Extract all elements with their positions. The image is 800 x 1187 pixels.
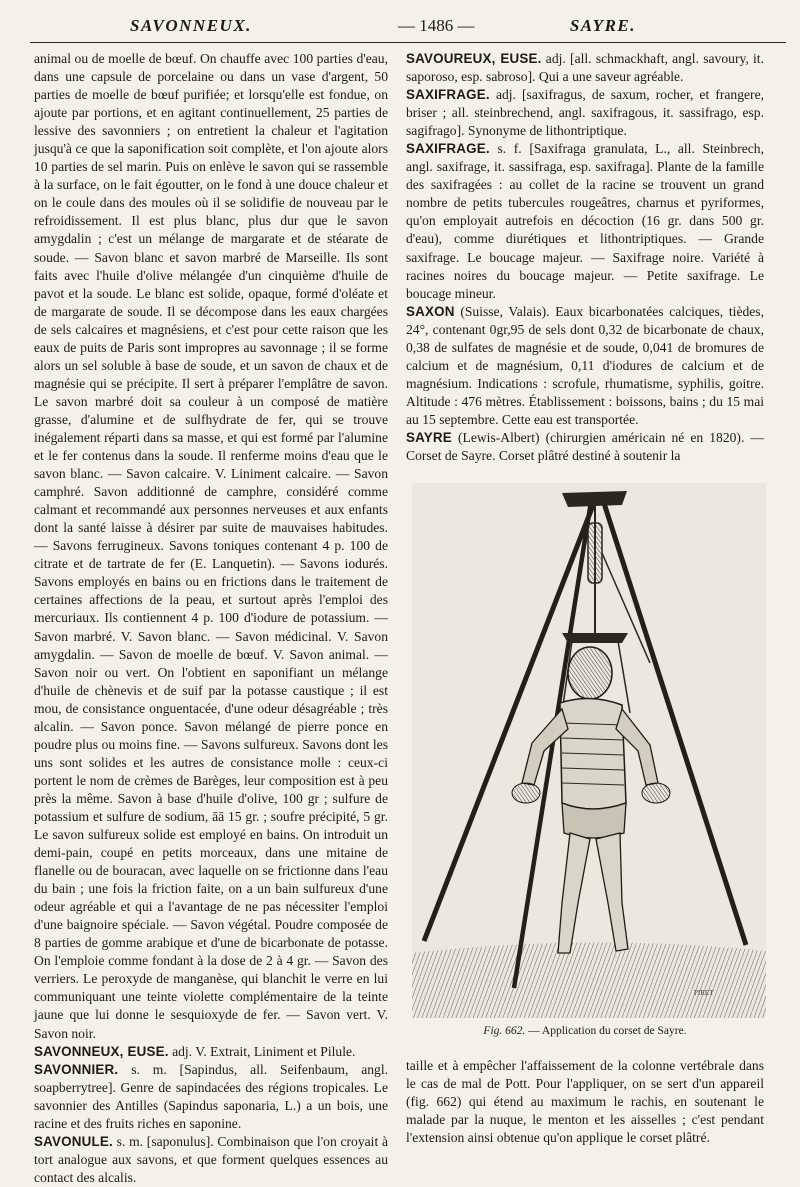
savon-animal-continuation: animal ou de moelle de bœuf. On chauffe avec 100 parties d'eau, dans une capsule de porcelaine ou dans un vase d'argent, 50 parties de moelle de bœuf purifiée; et lorsqu'elle est fondue, on ajoute par portions, et en agitant continuellement, 25 parties de lessive des savonniers ; on entretient la chaleur et l'agitation jusqu'à ce que la saponification soit complète, et l'on ajoute alors 10 parties de sel marin. Puis on enlève le savon qui se rassemble à la surface, on le fait égoutter, on le fond à une douce chaleur et on le coule dans des moules où il se solidifie de nouveau par le refroidissement. Il est plus blanc, plus dur que le savon amygdalin ; c'est un mélange de margarate et de stéarate de soude. — Savon blanc et savon marbré de Marseille. Ils sont faits avec l'huile d'olive mélangée d'un cinquième d'huile de pavot et la soude. Le blanc est solide, opaque, formé d'oléate et de margarate de soude. Il se décompose dans les eaux chargées de sels calcaires et magnésiens, et c'est pour cette raison que les eaux de puits de Paris sont impropres au savonnage ; il se forme alors un sel soluble à base de soude, et un savon de chaux et de magnésie qui se précipite. Il sert à préparer l'emplâtre de savon. Le savon marbré doit sa couleur à un composé de matière grasse, d'alumine et de sulfhydrate de fer, qui se trouve inégalement réparti dans sa masse, et qui est formé par l'alumine et le fer contenus dans la soude. Il renferme moins d'eau que le savon blanc. — Savon calcaire. V. Liniment calcaire. — Savon camphré. Savon additionné de camphre, considéré comme calmant et recommandé aux personnes nerveuses et aux enfants dont la santé laisse à désirer par suite de mauvaises habitudes. — Savons ferrugineux. Savons toniques contenant 4 p. 100 de citrate et de tartrate de fer (E. Lanquetin). — Savons iodurés. Savons employés en bains ou en frictions dans le traitement de certaines affections de la peau, et surtout après l'emploi des mercuriaux. Ils contiennent 4 p. 100 d'iodure de potassium. — Savon marbré. V. Savon blanc. — Savon médicinal. V. Savon amygdalin. — Savon de moelle de bœuf. V. Savon animal. — Savon noir ou vert. On l'obtient en saponifiant un mélange d'huile de chènevis et de suif par la potasse caustique ; il est mou, de consistance onguentacée, d'une odeur désagréable ; très alcalin. — Savon ponce. Savon mélangé de pierre ponce en poudre plus ou moins fine. — Savons sulfureux. Savons dont les uns sont solides et les autres de consistance molle : ceux-ci portent le nom de crèmes de Barèges, leur composition est à peu près la même. Savon à base d'huile d'olive, 100 gr ; sulfure de potassium et sulfure de sodium, āā 15 gr. ; soufre précipité, 5 gr. Le savon sulfureux solide est employé en bains. On introduit un demi-pain, coupé en petits morceaux, dans une mitaine de flanelle ou de bouracan, avec laquelle on se frictionne dans l'eau du bain ; une fois la friction faite, on a un bain sulfureux d'une odeur agréable et qui a l'avantage de ne pas nécessiter l'emploi d'une baignoire spéciale. — Savon végétal. Poudre composée de 8 parties de gomme arabique et d'une de bicarbonate de potasse. On l'emploie comme fondant à la dose de 2 à 4 gr. — Savon des verriers. Le peroxyde de manganèse, qui blanchit le verre en lui communiquant une teinte violette complémentaire de la teinte jaune que lui donne le sesquioxyde de fer. — Savon vert. V. Savon noir. <box>34 51 388 1041</box>
header-left-word: SAVONNEUX. <box>130 16 252 35</box>
figure-caption <box>406 1025 764 1037</box>
entry-savoureux <box>406 50 764 86</box>
definition-savoureux: adj. [all. schmackhaft, angl. savoury, it. saporoso, esp. sabroso]. Qui a une saveur agréable. <box>406 51 764 85</box>
figure-caption-text: — Application du corset de Sayre. <box>528 1025 687 1037</box>
definition-savonnier: s. m. [Sapindus, all. Seifenbaum, angl. soapberrytree]. Genre de sapindacées des régions tropicales. Le savonnier des Antilles (Sapindus saponaria, L.) a un bois, une racine et des fruits riches en saponine. <box>34 1061 388 1131</box>
headword-savoureux: SAVOUREUX, EUSE. <box>406 51 542 66</box>
headword-sayre: SAYRE <box>406 429 452 445</box>
entry-sayre <box>406 429 764 465</box>
left-column <box>34 50 388 1187</box>
definition-savonneux: adj. V. Extrait, Liniment et Pilule. <box>172 1043 356 1059</box>
running-header <box>30 14 786 43</box>
definition-savonule: s. m. [saponulus]. Combinaison que l'on croyait à tort analogue aux savons, et que forment quelques essences au contact des alcalis. <box>34 1133 388 1185</box>
pulley-block <box>588 523 602 583</box>
entry-savonnier <box>34 1061 388 1133</box>
page-number: — 1486 — <box>398 16 475 35</box>
headword-saxifrage-adj: SAXIFRAGE. <box>406 87 490 103</box>
entry-saxon <box>406 303 764 429</box>
definition-saxifrage-sf: s. f. [Saxifraga granulata, L., all. Steinbrech, angl. saxifrage, it. sassifraga, esp. saxifraga]. Plante de la famille des saxifragées : au collet de la racine se trouvent un grand nombre de petits tubercules rougeâtres, charnus et pyriformes, qu'on employait autrefois en décoction (16 gr. dans 500 gr. d'eau), comme diurétiques et lithontriptiques. — Grande saxifrage. Le boucage majeur. — Saxifrage noire. Variété à racines noires du boucage majeur. — Petite saxifrage. Le boucage mineur. <box>406 141 764 301</box>
engraver-signature: PIRET <box>694 989 714 997</box>
right-column-bottom <box>406 1057 764 1147</box>
patient-head <box>568 647 612 699</box>
definition-sayre: (Lewis-Albert) (chirurgien américain né en 1820). — Corset de Sayre. Corset plâtré destiné à soutenir la <box>406 429 765 464</box>
figure-sayre-apparatus <box>412 483 766 1018</box>
headword-savonneux: SAVONNEUX, EUSE. <box>34 1043 169 1059</box>
floor-shading <box>412 942 766 1018</box>
entry-savonule <box>34 1133 388 1187</box>
headword-savonnier: SAVONNIER. <box>34 1061 119 1077</box>
definition-saxifrage-adj: adj. [saxifragus, de saxum, rocher, et frangere, briser ; all. steinbrechend, angl. saxifragous, it. sassifrago, esp. sagifrago]. Synonyme de lithontriptique. <box>406 87 764 139</box>
entry-saxifrage-sf <box>406 140 764 302</box>
header-right-word: SAYRE. <box>569 16 636 35</box>
definition-saxon: (Suisse, Valais). Eaux bicarbonatées calciques, tièdes, 24°, contenant 0gr,95 de sels dont 0,32 de bicarbonate de chaux, 0,38 de sulfates de magnésie et de soude, 0,041 de bromures de calcium et de magnésium, 0,11 d'iodures de calcium et de magnésium. Indications : scrofule, rhumatisme, syphilis, goitre. Altitude : 476 mètres. Établissement : boissons, bains ; du 15 mai au 15 septembre. Cette eau est transportée. <box>406 303 764 427</box>
right-column <box>406 50 764 465</box>
headword-saxon: SAXON <box>406 303 455 319</box>
entry-saxifrage-adj <box>406 86 764 140</box>
headword-savonule: SAVONULE. <box>34 1133 113 1149</box>
headword-saxifrage-sf: SAXIFRAGE. <box>406 141 490 157</box>
engraving-illustration <box>412 483 766 1018</box>
sayre-continuation: taille et à empêcher l'affaissement de la colonne vertébrale dans le cas de mal de Pott. Pour l'appliquer, on se sert d'un appareil (fig. 662) qui étend au maximum le rachis, en soutenant le malade par la nuque, le menton et les aisselles ; c'est pendant l'extension ainsi obtenue qu'on applique le corset plâtré. <box>406 1058 764 1146</box>
entry-savonneux <box>34 1043 388 1061</box>
tripod-head <box>562 491 627 507</box>
figure-number: Fig. 662. <box>483 1025 526 1037</box>
